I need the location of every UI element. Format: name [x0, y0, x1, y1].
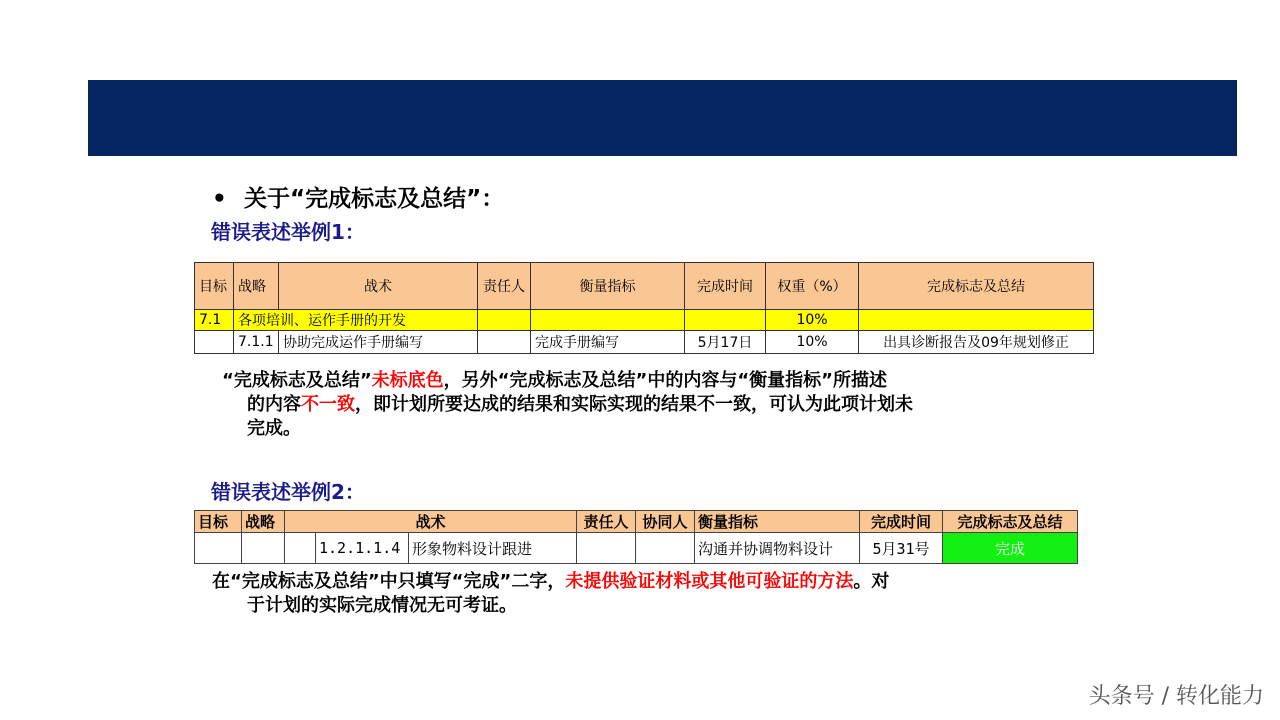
- table-cell: 1.2.1.1.4: [316, 533, 409, 564]
- table-cell: [859, 310, 1094, 331]
- table-row: [195, 533, 1078, 564]
- text-run: 的内容: [247, 394, 301, 415]
- explanation-line: [222, 369, 913, 393]
- table-cell: 各项培训、运作手册的开发: [234, 310, 478, 331]
- header-cell: 权重（%）: [766, 263, 859, 310]
- header-cell: 衡量指标: [531, 263, 685, 310]
- table-header-row: [195, 511, 1078, 533]
- table-cell: [478, 310, 531, 331]
- emphasis-text: 未提供验证材料或其他可验证的方法: [565, 571, 854, 592]
- example1-table: [194, 262, 1094, 354]
- table-cell: 形象物料设计跟进: [409, 533, 577, 564]
- table-cell: 5月31号: [860, 533, 943, 564]
- text-run: 完成。: [247, 418, 301, 439]
- bullet-icon: •: [212, 186, 227, 212]
- explanation-line: [222, 393, 913, 417]
- example2-explanation: [212, 570, 889, 618]
- header-cell: 完成时间: [860, 511, 943, 533]
- header-cell: 完成标志及总结: [943, 511, 1078, 533]
- table-cell: [242, 533, 285, 564]
- table-cell: [478, 331, 531, 354]
- table-cell: 5月17日: [685, 331, 766, 354]
- table-row: [195, 331, 1094, 354]
- table-cell: 出具诊断报告及09年规划修正: [859, 331, 1094, 354]
- example1-explanation: [222, 369, 913, 441]
- explanation-line: [212, 594, 889, 618]
- table-row: [195, 310, 1094, 331]
- table-cell: 10%: [766, 310, 859, 331]
- section-heading: [212, 180, 504, 213]
- table-cell: 协助完成运作手册编写: [279, 331, 478, 354]
- table-cell: [195, 331, 234, 354]
- table-cell: [577, 533, 636, 564]
- text-run: ，即计划所要达成的结果和实际实现的结果不一致，可认为此项计划未: [355, 394, 913, 415]
- text-run: 于计划的实际完成情况无可考证。: [247, 595, 517, 616]
- example2-title: 错误表述举例2：: [211, 480, 365, 504]
- header-cell: 协同人: [636, 511, 695, 533]
- explanation-line: [222, 417, 913, 441]
- table-header-row: [195, 263, 1094, 310]
- table-cell: [531, 310, 685, 331]
- table-cell: 7.1: [195, 310, 234, 331]
- text-run: 。对: [853, 571, 890, 592]
- table-cell: [685, 310, 766, 331]
- watermark: 头条号 / 转化能力: [1088, 684, 1264, 709]
- status-cell-done: 完成: [943, 533, 1078, 564]
- table-cell: 沟通并协调物料设计: [695, 533, 860, 564]
- header-cell: 战术: [285, 511, 577, 533]
- header-cell: 完成时间: [685, 263, 766, 310]
- header-cell: 战略: [234, 263, 279, 310]
- header-bar: [88, 80, 1237, 156]
- table-cell: [285, 533, 316, 564]
- section-heading-text: 关于“完成标志及总结”：: [244, 186, 505, 212]
- header-cell: 完成标志及总结: [859, 263, 1094, 310]
- table-cell: 7.1.1: [234, 331, 279, 354]
- header-cell: 目标: [195, 511, 242, 533]
- emphasis-text: 未标底色: [371, 370, 444, 391]
- header-cell: 目标: [195, 263, 234, 310]
- header-cell: 战术: [279, 263, 478, 310]
- text-run: ，另外“完成标志及总结”中的内容与“衡量指标”所描述: [443, 370, 887, 391]
- text-run: “完成标志及总结”: [222, 370, 372, 391]
- header-cell: 责任人: [577, 511, 636, 533]
- table-cell: 10%: [766, 331, 859, 354]
- table-cell: 完成手册编写: [531, 331, 685, 354]
- table-cell: [636, 533, 695, 564]
- header-cell: 责任人: [478, 263, 531, 310]
- emphasis-text: 不一致: [301, 394, 355, 415]
- example1-title: 错误表述举例1：: [211, 220, 365, 244]
- header-cell: 衡量指标: [695, 511, 860, 533]
- explanation-line: [212, 570, 889, 594]
- table-cell: [195, 533, 242, 564]
- header-cell: 战略: [242, 511, 285, 533]
- text-run: 在“完成标志及总结”中只填写“完成”二字，: [212, 571, 566, 592]
- example2-table: [194, 510, 1078, 564]
